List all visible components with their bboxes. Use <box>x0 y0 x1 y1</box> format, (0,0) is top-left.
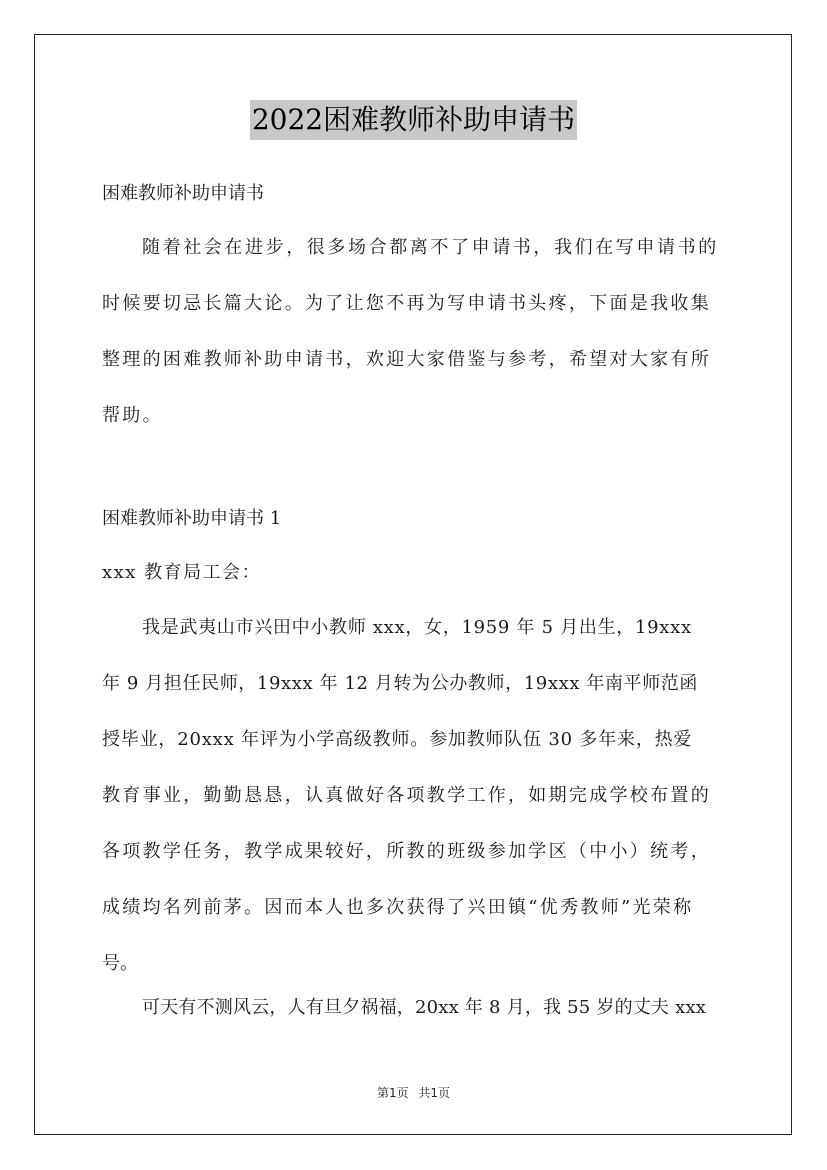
body-line: 授毕业，20xxx 年评为小学高级教师。参加教师队伍 30 多年来，热爱 <box>102 729 693 750</box>
body-line: 年 9 月担任民师，19xxx 年 12 月转为公办教师，19xxx 年南平师范函 <box>102 673 699 694</box>
page-footer <box>0 1084 827 1101</box>
intro-line: 整理的困难教师补助申请书，欢迎大家借鉴与参考，希望对大家有所 <box>102 349 711 370</box>
document-subtitle: 困难教师补助申请书 <box>102 183 264 204</box>
salutation: xxx 教育局工会： <box>102 562 262 583</box>
document-title: 2022困难教师补助申请书 <box>250 100 577 140</box>
page-total: 共1页 <box>418 1086 451 1100</box>
title-container <box>0 100 827 140</box>
body-line: 可天有不测风云，人有旦夕祸福，20xx 年 8 月，我 55 岁的丈夫 xxx <box>142 997 707 1018</box>
body-line: 成绩均名列前茅。因而本人也多次获得了兴田镇“优秀教师”光荣称 <box>102 897 694 918</box>
body-paragraph <box>102 617 727 975</box>
intro-line: 帮助。 <box>102 405 163 426</box>
body-paragraph-2 <box>102 997 727 1019</box>
page-number: 第1页 <box>376 1086 409 1100</box>
body-line: 教育事业，勤勤恳恳，认真做好各项教学工作，如期完成学校布置的 <box>102 785 711 806</box>
intro-line: 随着社会在进步，很多场合都离不了申请书，我们在写申请书的 <box>142 237 719 258</box>
body-line: 各项教学任务，教学成果较好，所教的班级参加学区（中小）统考， <box>102 841 711 862</box>
body-line: 号。 <box>102 953 138 974</box>
section-heading: 困难教师补助申请书 1 <box>102 508 282 529</box>
intro-line: 时候要切忌长篇大论。为了让您不再为写申请书头疼，下面是我收集 <box>102 293 711 314</box>
intro-paragraph <box>102 237 727 427</box>
body-line: 我是武夷山市兴田中小教师 xxx，女，1959 年 5 月出生，19xxx <box>142 617 692 638</box>
